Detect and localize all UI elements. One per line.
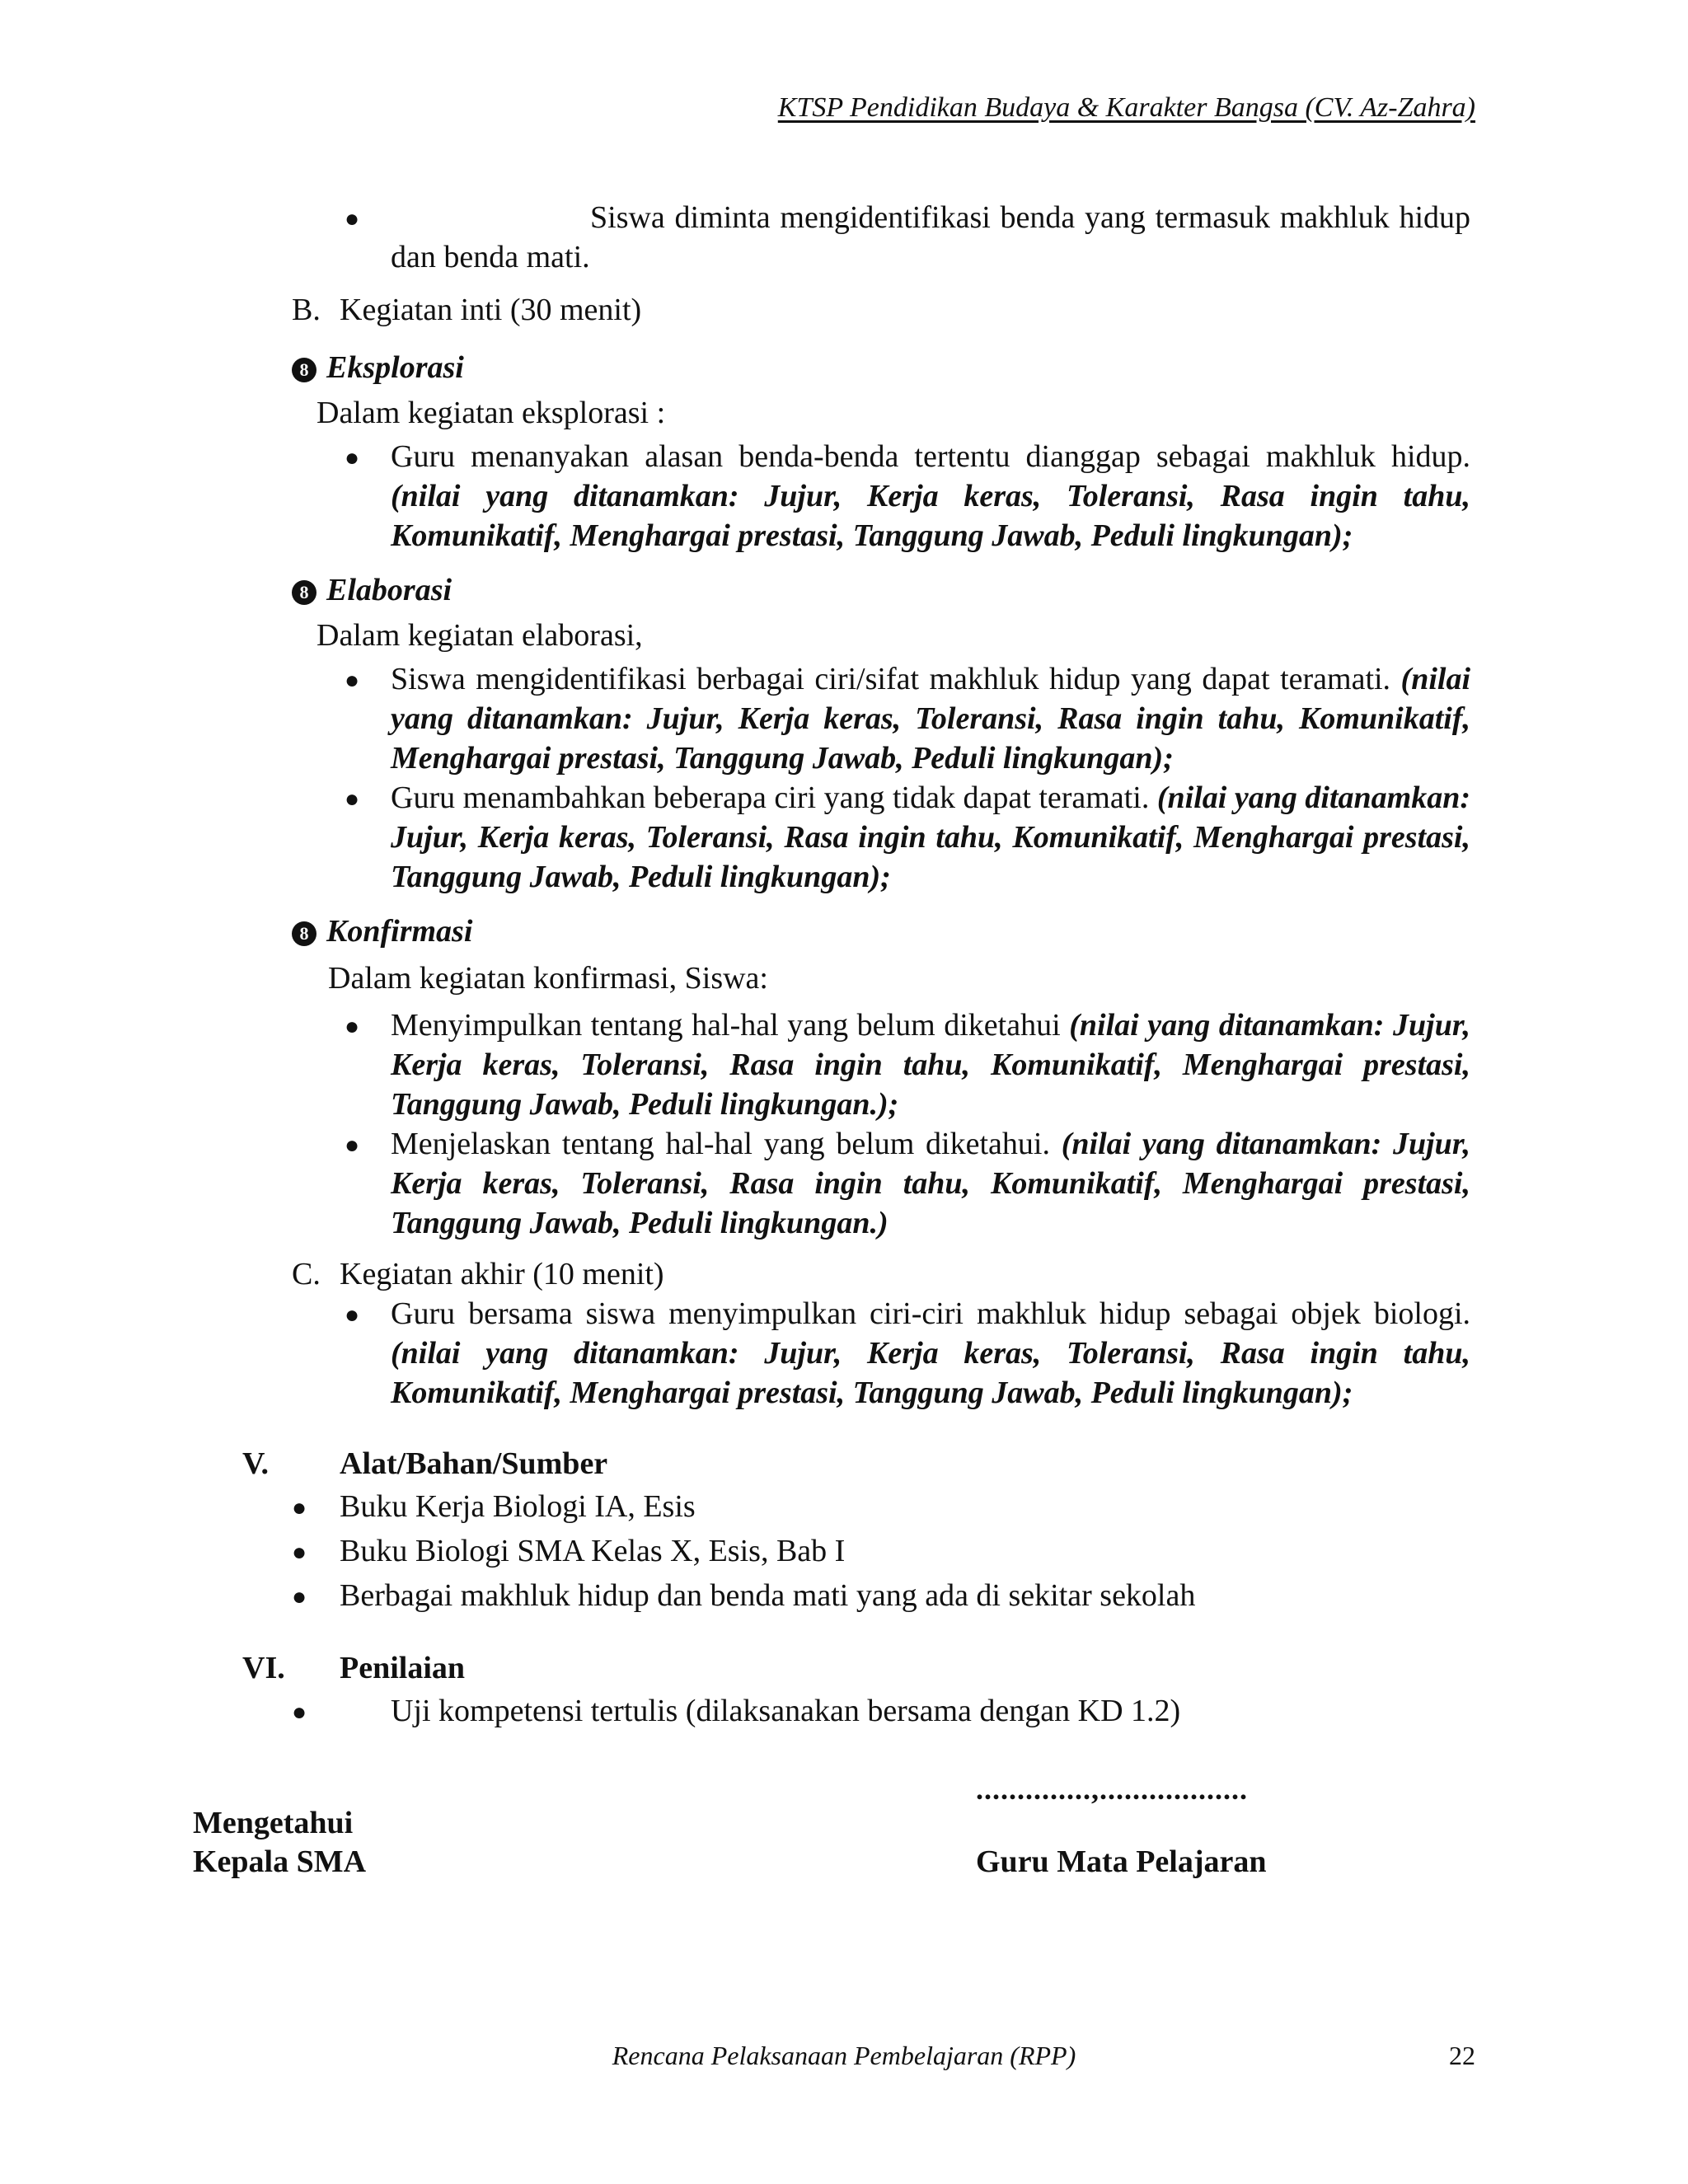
item-values: (nilai yang ditanamkan: Jujur, Kerja keras, Toleransi, Rasa ingin tahu, Komunikatif, Menghargai prestasi, Tanggung Jawab, Peduli lingkungan);	[391, 1336, 1470, 1410]
section-c-letter: C.	[292, 1257, 321, 1291]
item-values: (nilai yang ditanamkan: Jujur, Kerja keras, Toleransi, Rasa ingin tahu, Komunikatif, Menghargai prestasi, Tanggung Jawab, Peduli lingkungan.);	[391, 1008, 1471, 1122]
bullet-icon: ●	[292, 1494, 307, 1521]
item-text: Guru menanyakan alasan benda-benda tertentu dianggap sebagai makhluk hidup.	[391, 439, 1470, 474]
bullet-icon: ●	[345, 1013, 360, 1040]
elaborasi-title: Elaborasi	[326, 573, 452, 607]
konfirmasi-heading	[292, 912, 472, 951]
intro-item: Siswa diminta mengidentifikasi benda yang termasuk makhluk hidup dan benda mati.	[391, 200, 1470, 274]
konfirmasi-title: Konfirmasi	[326, 914, 473, 949]
section-c-title: Kegiatan akhir (10 menit)	[340, 1257, 664, 1291]
section-vi-title: Penilaian	[340, 1651, 466, 1685]
bullet-icon: ●	[345, 1132, 360, 1159]
item-text: Guru menambahkan beberapa ciri yang tidak dapat teramati.	[391, 780, 1150, 815]
place-date-blank: ..............,..................	[976, 1773, 1248, 1806]
numbered-circle-icon: 8	[292, 921, 316, 946]
bullet-icon: ●	[292, 1539, 307, 1566]
item-values: (nilai yang ditanamkan: Jujur, Kerja keras, Toleransi, Rasa ingin tahu, Komunikatif, Menghargai prestasi, Tanggung Jawab, Peduli lingkungan);	[391, 479, 1470, 553]
konfirmasi-item	[391, 1124, 1470, 1243]
section-c-item	[391, 1294, 1470, 1413]
bullet-icon: ●	[345, 785, 360, 813]
konfirmasi-item	[391, 1005, 1470, 1124]
elaborasi-item	[391, 659, 1470, 778]
section-vi-item: Uji kompetensi tertulis (dilaksanakan bersama dengan KD 1.2)	[391, 1694, 1181, 1728]
bullet-icon: ●	[292, 1583, 307, 1610]
section-v-item: Buku Kerja Biologi IA, Esis	[340, 1489, 696, 1524]
item-values: (nilai yang ditanamkan: Jujur, Kerja keras, Toleransi, Rasa ingin tahu, Komunikatif, Menghargai prestasi, Tanggung Jawab, Peduli lingkungan);	[391, 780, 1471, 894]
item-text: Siswa mengidentifikasi berbagai ciri/sifat makhluk hidup yang dapat teramati.	[391, 662, 1391, 696]
signature-right-line: Guru Mata Pelajaran	[976, 1844, 1267, 1879]
item-text: Menyimpulkan tentang hal-hal yang belum diketahui	[391, 1008, 1061, 1043]
eksplorasi-item	[391, 437, 1470, 555]
bullet-icon: ●	[345, 667, 360, 694]
item-text: Menjelaskan tentang hal-hal yang belum diketahui.	[391, 1127, 1050, 1161]
elaborasi-item	[391, 778, 1470, 897]
section-v-item: Buku Biologi SMA Kelas X, Esis, Bab I	[340, 1534, 846, 1568]
section-v-numeral: V.	[242, 1446, 270, 1481]
section-b-letter: B.	[292, 293, 321, 327]
bullet-icon: ●	[345, 205, 360, 232]
elaborasi-heading	[292, 570, 452, 610]
section-b-title: Kegiatan inti (30 menit)	[340, 293, 642, 327]
elaborasi-lead: Dalam kegiatan elaborasi,	[316, 618, 643, 653]
section-v-title: Alat/Bahan/Sumber	[340, 1446, 608, 1481]
running-header: KTSP Pendidikan Budaya & Karakter Bangsa (CV. Az-Zahra)	[777, 92, 1475, 123]
item-values: (nilai yang ditanamkan: Jujur, Kerja keras, Toleransi, Rasa ingin tahu, Komunikatif, Menghargai prestasi, Tanggung Jawab, Peduli lingkungan);	[391, 662, 1471, 776]
item-values: (nilai yang ditanamkan: Jujur, Kerja keras, Toleransi, Rasa ingin tahu, Komunikatif, Menghargai prestasi, Tanggung Jawab, Peduli lingkungan.)	[391, 1127, 1471, 1240]
konfirmasi-lead: Dalam kegiatan konfirmasi, Siswa:	[328, 961, 768, 996]
numbered-circle-icon: 8	[292, 580, 316, 605]
bullet-icon: ●	[345, 1301, 360, 1329]
eksplorasi-lead: Dalam kegiatan eksplorasi :	[316, 396, 666, 430]
bullet-icon: ●	[292, 1699, 307, 1726]
section-vi-numeral: VI.	[242, 1651, 285, 1685]
item-text: Guru bersama siswa menyimpulkan ciri-ciri makhluk hidup sebagai objek biologi.	[391, 1296, 1470, 1331]
eksplorasi-title: Eksplorasi	[326, 350, 464, 385]
section-v-item: Berbagai makhluk hidup dan benda mati yang ada di sekitar sekolah	[340, 1578, 1196, 1613]
signature-left-line2: Kepala SMA	[193, 1844, 367, 1879]
bullet-icon: ●	[345, 444, 360, 471]
running-footer: Rencana Pelaksanaan Pembelajaran (RPP)	[612, 2041, 1076, 2070]
signature-left-line1: Mengetahui	[193, 1806, 354, 1840]
numbered-circle-icon: 8	[292, 358, 316, 382]
eksplorasi-heading	[292, 348, 464, 387]
page-number: 22	[1449, 2041, 1475, 2070]
